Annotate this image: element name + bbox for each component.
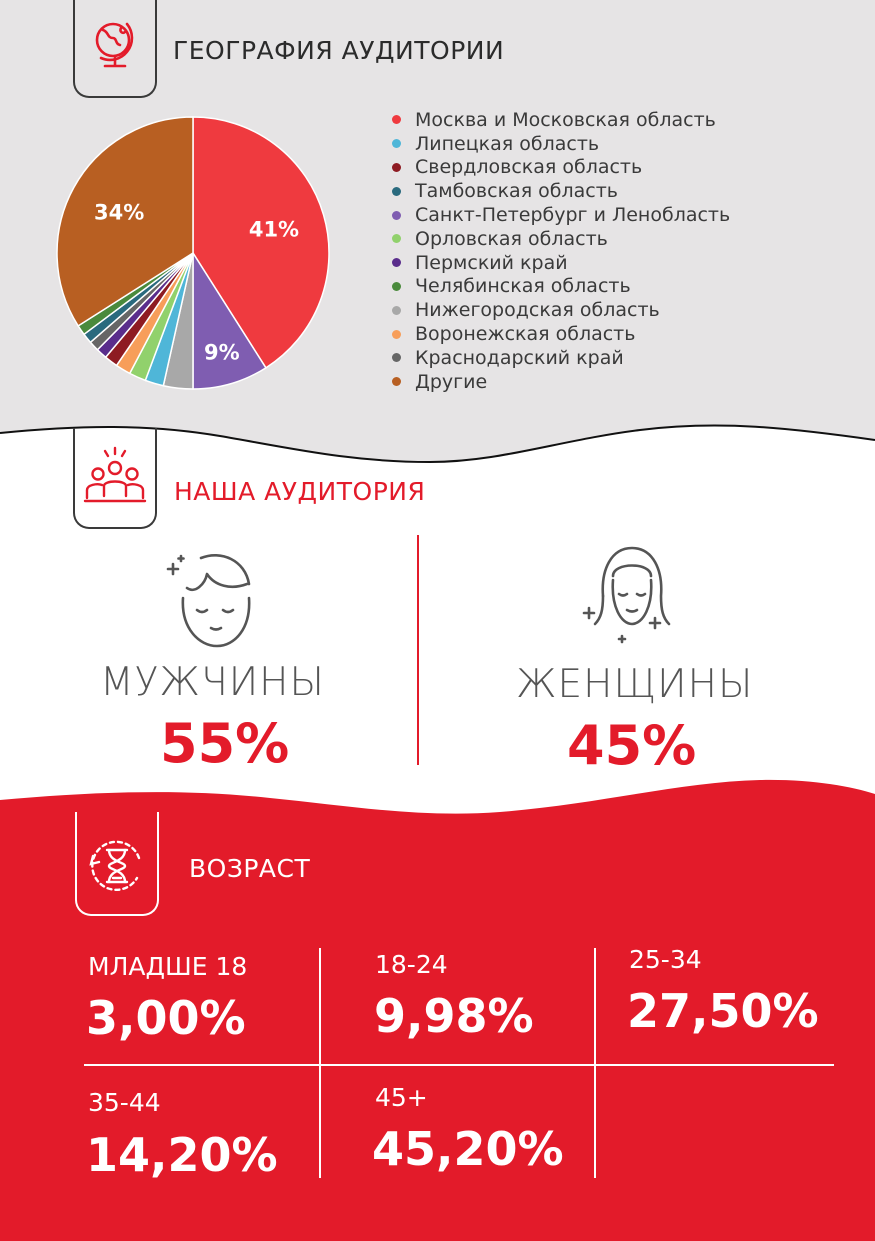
women-label: ЖЕНЩИНЫ xyxy=(516,662,754,707)
geography-title: ГЕОГРАФИЯ АУДИТОРИИ xyxy=(173,36,505,65)
legend-color-dot xyxy=(392,377,401,386)
hourglass-icon xyxy=(85,834,149,898)
men-value: 55% xyxy=(160,712,290,775)
age-divider-v2 xyxy=(594,948,596,1178)
legend-label: Москва и Московская область xyxy=(415,108,716,131)
legend-item xyxy=(392,322,730,346)
pie-label-0: 41% xyxy=(248,217,300,242)
legend-item xyxy=(392,298,730,322)
pie-label-11: 34% xyxy=(93,200,145,225)
legend-item xyxy=(392,203,730,227)
age-label-45plus: 45+ xyxy=(375,1083,428,1112)
men-label: МУЖЧИНЫ xyxy=(100,660,325,705)
woman-face-icon xyxy=(577,540,687,650)
geography-pie-chart xyxy=(48,108,338,398)
legend-item xyxy=(392,179,730,203)
gender-divider xyxy=(417,535,419,765)
legend-color-dot xyxy=(392,211,401,220)
legend-color-dot xyxy=(392,139,401,148)
legend-item xyxy=(392,251,730,275)
audience-title: НАША АУДИТОРИЯ xyxy=(174,477,426,506)
legend-label: Санкт-Петербург и Ленобласть xyxy=(415,204,731,227)
geography-icon-tab xyxy=(73,0,157,98)
age-label-35-44: 35-44 xyxy=(88,1088,161,1117)
geography-legend xyxy=(392,108,730,394)
legend-label: Воронежская область xyxy=(415,323,636,346)
legend-item xyxy=(392,227,730,251)
legend-item xyxy=(392,108,730,132)
pie-label-1: 9% xyxy=(204,340,240,365)
legend-color-dot xyxy=(392,163,401,172)
people-group-icon xyxy=(83,446,147,506)
legend-label: Челябинская область xyxy=(415,275,631,298)
age-label-18-24: 18-24 xyxy=(375,950,448,979)
legend-label: Нижегородская область xyxy=(415,299,660,322)
age-divider-h xyxy=(84,1064,834,1066)
age-value-18-24: 9,98% xyxy=(374,989,534,1043)
legend-color-dot xyxy=(392,330,401,339)
age-icon-tab xyxy=(75,812,159,916)
legend-color-dot xyxy=(392,306,401,315)
legend-color-dot xyxy=(392,258,401,267)
age-title: ВОЗРАСТ xyxy=(189,854,311,883)
legend-item xyxy=(392,346,730,370)
legend-color-dot xyxy=(392,187,401,196)
legend-color-dot xyxy=(392,282,401,291)
audience-icon-tab xyxy=(73,428,157,529)
legend-label: Пермский край xyxy=(415,251,568,274)
age-value-25-34: 27,50% xyxy=(627,984,819,1038)
legend-label: Тамбовская область xyxy=(415,180,618,203)
legend-item xyxy=(392,132,730,156)
legend-color-dot xyxy=(392,353,401,362)
women-value: 45% xyxy=(567,714,697,777)
man-face-icon xyxy=(161,550,271,660)
age-value-35-44: 14,20% xyxy=(86,1128,278,1182)
globe-icon xyxy=(85,14,145,74)
legend-color-dot xyxy=(392,234,401,243)
age-divider-v1 xyxy=(319,948,321,1178)
age-label-25-34: 25-34 xyxy=(629,945,702,974)
legend-label: Краснодарский край xyxy=(415,346,624,369)
age-value-45plus: 45,20% xyxy=(372,1122,564,1176)
legend-label: Липецкая область xyxy=(415,132,600,155)
legend-label: Свердловская область xyxy=(415,156,643,179)
legend-item xyxy=(392,370,730,394)
age-value-under18: 3,00% xyxy=(86,991,246,1045)
legend-item xyxy=(392,275,730,299)
age-label-under18: МЛАДШЕ 18 xyxy=(88,952,248,981)
legend-label: Другие xyxy=(415,370,488,393)
legend-label: Орловская область xyxy=(415,227,608,250)
legend-color-dot xyxy=(392,115,401,124)
legend-item xyxy=(392,156,730,180)
